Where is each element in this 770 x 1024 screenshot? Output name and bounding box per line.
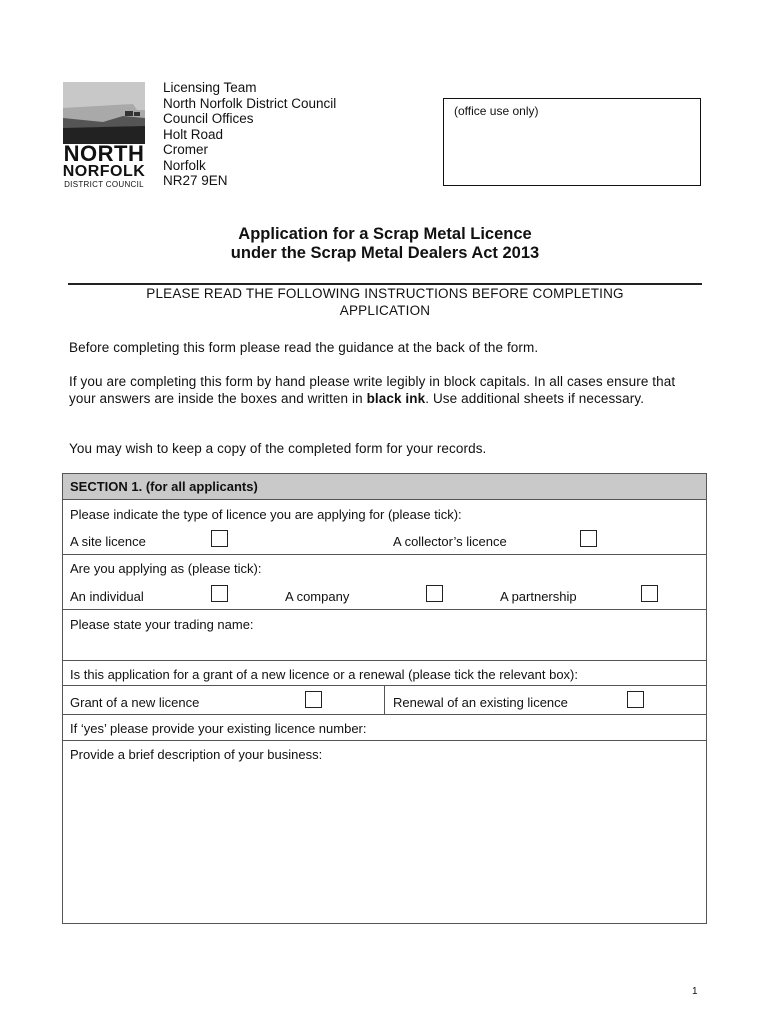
row-divider (63, 740, 706, 741)
logo-text-norfolk: NORFOLK (62, 163, 146, 180)
title-divider (68, 283, 702, 285)
address-line: Cromer (163, 142, 209, 157)
address-line: Norfolk (163, 157, 206, 173)
guidance-paragraph: Before completing this form please read the guidance at the back of the form. (69, 340, 539, 355)
instructions-line2: APPLICATION (339, 302, 431, 318)
address-line: NR27 9EN (163, 173, 228, 188)
partnership-label: A partnership (500, 589, 577, 604)
row-divider (63, 554, 706, 555)
coastline-logo-icon (63, 82, 145, 144)
grant-new-checkbox[interactable] (305, 691, 322, 708)
partnership-checkbox[interactable] (641, 585, 658, 602)
column-divider (384, 685, 385, 714)
form-title (0, 225, 770, 263)
form-title-line1: Application for a Scrap Metal Licence (238, 225, 532, 243)
section-1-heading: SECTION 1. (for all applicants) (63, 474, 706, 500)
site-licence-label: A site licence (70, 534, 146, 549)
row-divider (63, 714, 706, 715)
licence-type-question: Please indicate the type of licence you are applying for (please tick): (70, 507, 462, 522)
instructions-line1: PLEASE READ THE FOLLOWING INSTRUCTIONS BEFORE COMPLETING (146, 286, 624, 301)
address-line: Council Offices (163, 111, 254, 126)
renewal-label: Renewal of an existing licence (393, 695, 568, 710)
block-capitals-text: If you are completing this form by hand please write legibly in block capitals. In all cases ensure that your answers are inside the boxes and written in (69, 374, 676, 406)
instructions-heading (68, 286, 702, 319)
individual-label: An individual (70, 589, 144, 604)
address-line: Holt Road (163, 126, 224, 142)
form-title-line2: under the Scrap Metal Dealers Act 2013 (230, 244, 540, 262)
logo-text-north: NORTH (63, 141, 145, 166)
individual-checkbox[interactable] (211, 585, 228, 602)
trading-name-question[interactable]: Please state your trading name: (70, 617, 254, 632)
office-use-label: (office use only) (454, 104, 539, 118)
row-divider (63, 660, 706, 661)
row-divider (63, 609, 706, 610)
council-address (163, 80, 336, 189)
block-capitals-text-end: . Use additional sheets if necessary. (425, 390, 645, 406)
address-line: North Norfolk District Council (163, 95, 337, 111)
company-checkbox[interactable] (426, 585, 443, 602)
section-1-table (62, 473, 707, 924)
grant-new-label: Grant of a new licence (70, 695, 200, 710)
keep-copy-paragraph: You may wish to keep a copy of the completed form for your records. (69, 441, 487, 456)
block-capitals-paragraph (69, 374, 705, 407)
collectors-licence-label: A collector’s licence (393, 534, 507, 549)
black-ink-emphasis: black ink (366, 390, 426, 406)
office-use-box (443, 98, 701, 186)
collectors-licence-checkbox[interactable] (580, 530, 597, 547)
grant-renewal-question: Is this application for a grant of a new licence or a renewal (please tick the relevant box): (70, 667, 578, 682)
site-licence-checkbox[interactable] (211, 530, 228, 547)
address-line: Licensing Team (163, 80, 257, 95)
company-label: A company (285, 589, 350, 604)
business-description-question[interactable]: Provide a brief description of your business: (70, 747, 323, 762)
applying-as-question: Are you applying as (please tick): (70, 561, 262, 576)
page-number: 1 (692, 986, 698, 997)
renewal-checkbox[interactable] (627, 691, 644, 708)
logo-text-district-council: DISTRICT COUNCIL (64, 180, 144, 189)
council-logo (60, 82, 148, 190)
existing-licence-number-question[interactable]: If ‘yes’ please provide your existing licence number: (70, 721, 367, 736)
